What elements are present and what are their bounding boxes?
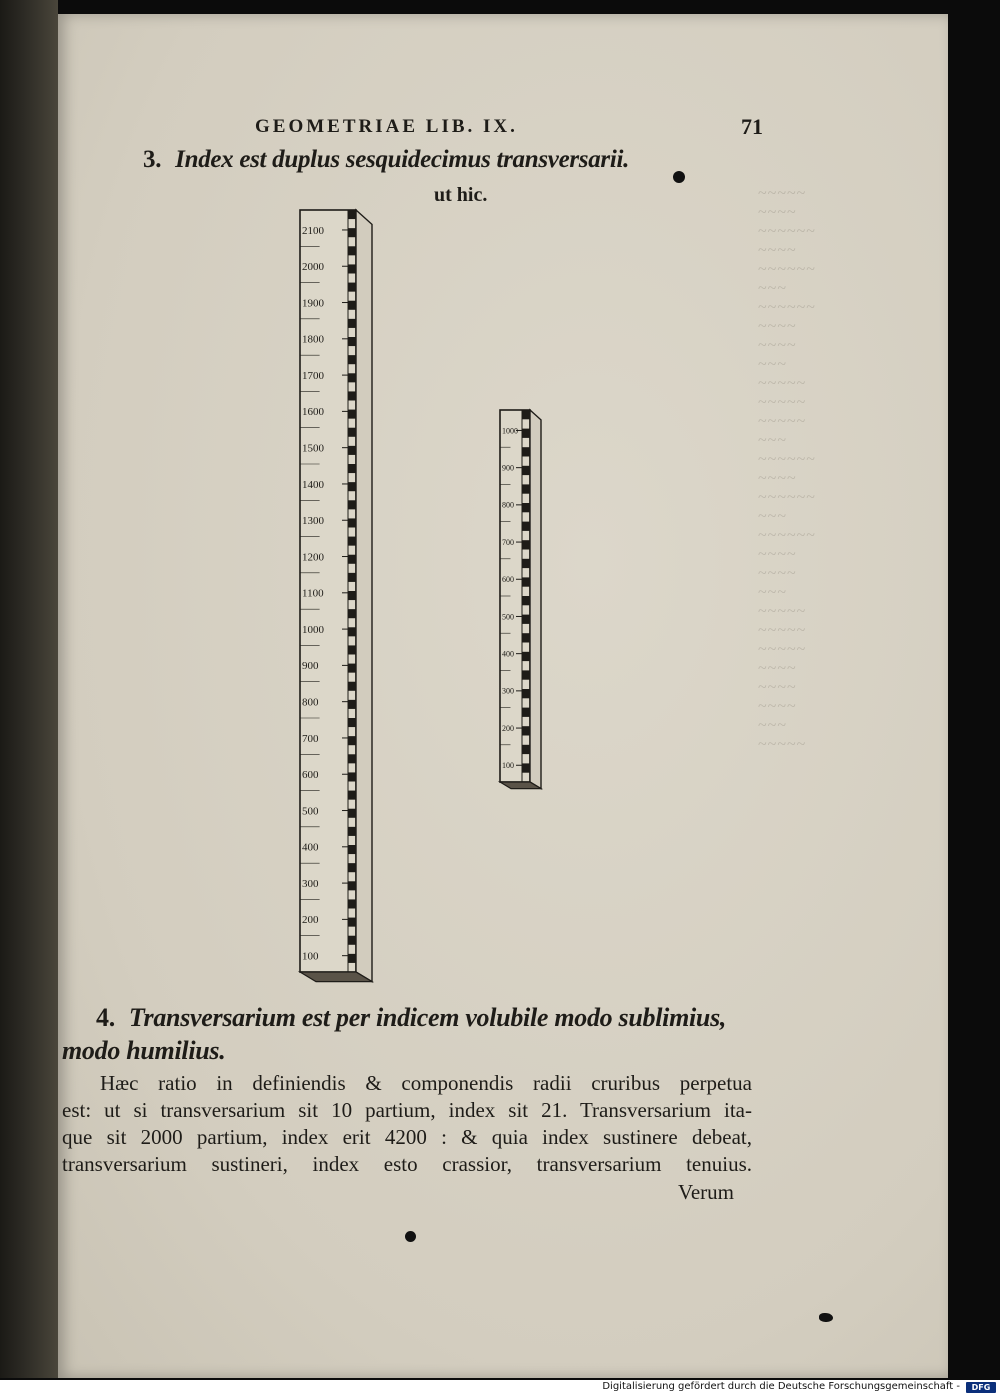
scale-label: 700 [302,732,319,745]
scale-cell [348,391,356,400]
proposition-4 [96,1003,726,1033]
scale-cell [348,627,356,636]
scale-cell [348,228,356,237]
scale-cell [348,518,356,527]
body-line: Hæc ratio in definiendis & componendis radii cruribus perpetua [100,1071,752,1095]
index-ruler [300,210,372,982]
scale-label: 900 [502,463,514,473]
scale-cell [522,429,530,438]
scale-cell [522,484,530,493]
scale-cell [348,482,356,491]
scale-label: 800 [302,696,319,709]
scale-cell [348,863,356,872]
scale-label: 900 [302,660,319,673]
scale-cell [348,500,356,509]
scale-cell [348,464,356,473]
scale-cell [348,246,356,255]
scale-cell [348,881,356,890]
scale-cell [522,522,530,531]
scale-cell [348,700,356,709]
scale-cell [522,410,530,419]
scale-cell [348,809,356,818]
body-line: transversarium sustineri, index esto crassior, transversarium tenuius. [62,1152,752,1176]
scale-cell [348,918,356,927]
dfg-logo: DFG [966,1382,996,1393]
scale-label: 200 [502,723,514,733]
catchword: Verum [678,1180,734,1204]
scale-cell [348,355,356,364]
scale-label: 1500 [302,442,324,455]
scale-cell [348,645,356,654]
proposition-text-line1: Transversarium est per indicem volubile modo sublimius, [128,1003,727,1032]
scale-cell [522,633,530,642]
scale-cell [348,754,356,763]
scale-label: 1700 [302,369,324,382]
scale-label: 300 [502,686,514,696]
body-line: est: ut si transversarium sit 10 partium, index sit 21. Transversarium ita- [62,1098,752,1122]
scale-label: 1000 [502,426,518,436]
scale-cell [522,559,530,568]
scale-cell [522,596,530,605]
scale-cell [348,428,356,437]
scale-cell [522,466,530,475]
scale-label: 1400 [302,478,324,491]
scale-cell [348,791,356,800]
proposition-3-continuation: ut hic. [434,184,488,206]
scale-cell [348,718,356,727]
scale-cell [348,845,356,854]
scale-label: 1000 [302,623,324,636]
scale-label: 1900 [302,297,324,310]
scale-label: 1300 [302,515,324,528]
scale-cell [348,537,356,546]
scale-label: 400 [502,649,514,659]
scale-label: 1100 [302,587,324,600]
proposition-number: 4. [96,1003,115,1032]
scale-cell [348,337,356,346]
scale-cell [522,577,530,586]
body-paragraph [62,1070,752,1178]
show-through-text: ~~~~~ ~~~~ ~~~~~~ ~~~~ ~~~~~~ ~~~ ~~~~~~ ~~~~ ~~~~ ~~~ ~~~~~ ~~~~~ ~~~~~ ~~~ ~~~~~~ ~~~~ ~~~~~~ ~~~ ~~~~~~ ~~~~ ~~~~ ~~~ ~~~~~ ~~~~~ ~~~~~ ~~~~ ~~~~ ~~~~ ~~~ ~~~~~ [758,185,816,753]
scale-label: 200 [302,914,319,927]
scale-cell [522,726,530,735]
scale-cell [348,555,356,564]
scale-cell [348,591,356,600]
ink-spot [405,1231,416,1242]
scale-label: 700 [502,537,514,547]
scale-cell [348,573,356,582]
scale-label: 2100 [302,224,324,237]
scale-cell [522,745,530,754]
digitization-footer [0,1380,1000,1395]
scale-cell [348,319,356,328]
proposition-number: 3. [143,146,162,173]
scale-cell [348,899,356,908]
scale-label: 800 [502,500,514,510]
ink-spot [673,171,685,183]
scale-cell [522,708,530,717]
scale-cell [348,664,356,673]
ruler-side [530,410,541,789]
page-number: 71 [741,114,763,139]
funding-credit: Digitalisierung gefördert durch die Deutsche Forschungsgemeinschaft - [602,1381,960,1392]
ruler-side [356,210,372,982]
scale-cell [348,736,356,745]
scale-label: 500 [502,612,514,622]
scale-label: 600 [302,769,319,782]
scale-cell [348,682,356,691]
scale-label: 100 [502,761,514,771]
scale-cell [348,264,356,273]
scale-cell [522,447,530,456]
body-line: que sit 2000 partium, index erit 4200 : & quia index sustinere debeat, [62,1125,752,1149]
scale-label: 300 [302,877,319,890]
scale-cell [522,652,530,661]
scale-label: 1800 [302,333,324,346]
scale-label: 500 [302,805,319,818]
scale-label: 2000 [302,261,324,274]
scale-cell [348,446,356,455]
scale-cell [348,373,356,382]
scale-cell [348,283,356,292]
running-head: GEOMETRIAE LIB. IX. [255,116,518,137]
scale-label: 1600 [302,406,324,419]
scale-cell [522,689,530,698]
ink-spot [819,1313,833,1322]
scale-cell [348,609,356,618]
scale-cell [348,827,356,836]
scale-label: 1200 [302,551,324,564]
scale-cell [348,936,356,945]
scale-cell [348,954,356,963]
scale-cell [348,301,356,310]
scale-cell [348,772,356,781]
proposition-text: Index est duplus sesquidecimus transversarii. [175,146,630,173]
proposition-text-line2: modo humilius. [62,1036,226,1065]
scale-label: 100 [302,950,319,963]
scale-label: 600 [502,575,514,585]
scale-cell [522,540,530,549]
scale-cell [522,615,530,624]
scale-cell [522,763,530,772]
scale-cell [522,503,530,512]
scale-label: 400 [302,841,319,854]
scale-cell [348,410,356,419]
scale-cell [348,210,356,219]
scale-cell [522,670,530,679]
transversarium-ruler [500,410,541,789]
